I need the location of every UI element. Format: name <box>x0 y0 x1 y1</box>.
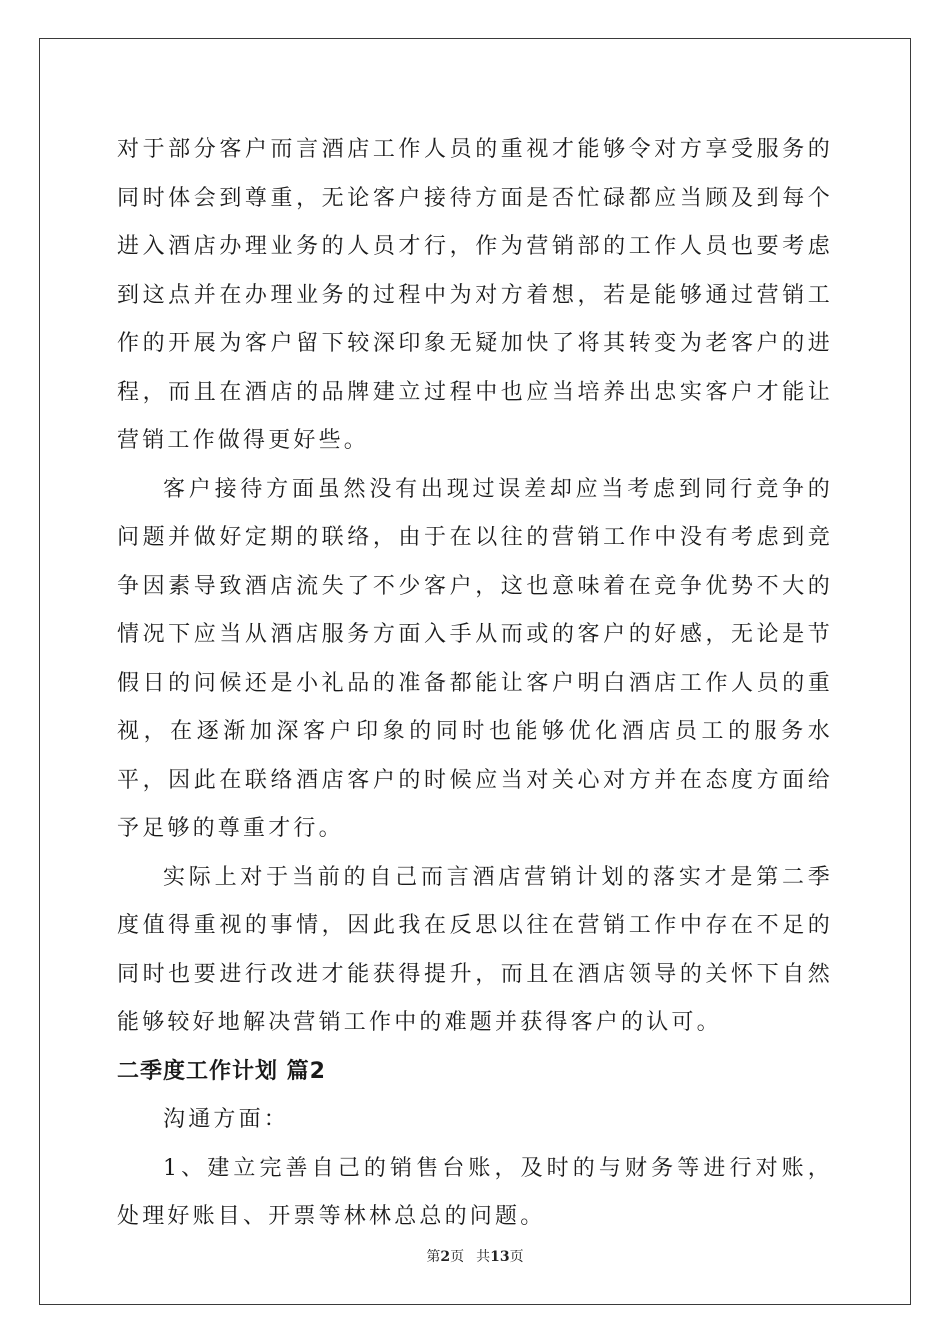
paragraph-2: 客户接待方面虽然没有出现过误差却应当考虑到同行竞争的问题并做好定期的联络，由于在以往的营销工作中没有考虑到竞争因素导致酒店流失了不少客户，这也意味着在竞争优势不大的情况下应当从酒店服务方面入手从而或的客户的好感，无论是节假日的问候还是小礼品的准备都能让客户明白酒店工作人员的重视，在逐渐加深客户印象的同时也能够优化酒店员工的服务水平，因此在联络酒店客户的时候应当对关心对方并在态度方面给予足够的尊重才行。 <box>117 476 833 841</box>
paragraph-3: 实际上对于当前的自己而言酒店营销计划的落实才是第二季度值得重视的事情，因此我在反思以往在营销工作中存在不足的同时也要进行改进才能获得提升，而且在酒店领导的关怀下自然能够较好地解决营销工作中的难题并获得客户的认可。 <box>117 864 833 1035</box>
footer-total-suffix: 页 <box>509 1249 524 1265</box>
page-footer <box>0 1246 950 1266</box>
section-heading: 二季度工作计划 篇2 <box>117 1058 326 1084</box>
document-body <box>117 126 833 1242</box>
footer-page-suffix: 页 <box>450 1249 465 1265</box>
footer-page-number: 2 <box>440 1249 451 1265</box>
footer-total-pages: 13 <box>490 1249 510 1265</box>
paragraph-1: 对于部分客户而言酒店工作人员的重视才能够令对方享受服务的同时体会到尊重，无论客户接待方面是否忙碌都应当顾及到每个进入酒店办理业务的人员才行，作为营销部的工作人员也要考虑到这点并在办理业务的过程中为对方着想，若是能够通过营销工作的开展为客户留下较深印象无疑加快了将其转变为老客户的进程，而且在酒店的品牌建立过程中也应当培养出忠实客户才能让营销工作做得更好些。 <box>117 137 833 453</box>
section-paragraph-2: 1、建立完善自己的销售台账，及时的与财务等进行对账，处理好账目、开票等林林总总的问题。 <box>117 1155 833 1229</box>
footer-page-prefix: 第 <box>426 1249 441 1265</box>
footer-total-prefix: 共 <box>476 1249 491 1265</box>
section-paragraph-1: 沟通方面： <box>163 1107 290 1132</box>
